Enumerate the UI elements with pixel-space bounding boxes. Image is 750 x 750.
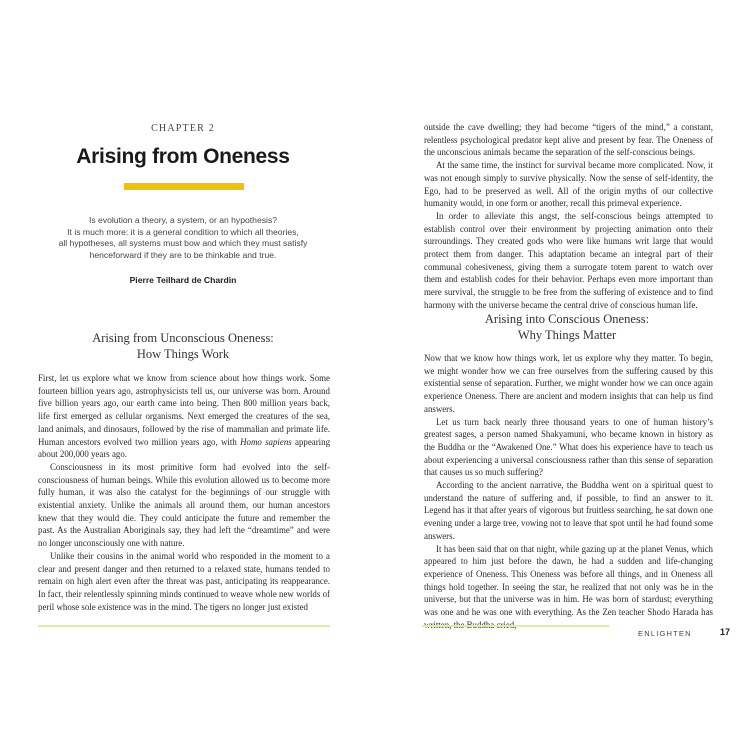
paragraph-text: appearing about 200,000 years ago. xyxy=(38,436,331,460)
epigraph-line: Is evolution a theory, a system, or an hypothesis? xyxy=(88,215,278,225)
title-underline-bar xyxy=(124,183,244,190)
section-heading xyxy=(38,330,328,362)
paragraph: It has been said that on that night, while gazing up at the planet Venus, which appeared to him just before the dawn, he had a sudden and life-changing experience of Oneness. This Oneness was before all things, and in Oneness all things hold together. In seeing the star, he realized that not only was he in the universe, but that the universe was in him. He was born of stardust; everything was one and he was one with everything. As the Zen teacher Shodo Harada has xyxy=(424,543,713,618)
chapter-label: CHAPTER 2 xyxy=(151,123,215,134)
epigraph-author: Pierre Teilhard de Chardin xyxy=(129,275,237,285)
paragraph: At the same time, the instinct for survival became more complicated. Now, it was not enough simply to survive physically. Now the sense of self-identity, the Ego, had to be preserved as well. All of the origin myths of our collective humanity would, in one form or another, recall this primeval experience. xyxy=(424,160,713,209)
paragraph: outside the cave dwelling; they had become “tigers of the mind,” a constant, relentless psychological predator kept alive and present by fear. The Oneness of the unconscious animals became the separation of the self-conscious beings. xyxy=(424,122,713,158)
paragraph-text: First, let us explore what we know from science about how things work. Some fourteen billion years ago, astrophysicists tell us, our universe was born. Around five billion years ago, our earth came into being. Then 800 million years back, life first emerged as cellular organisms. Next emerged the creatures of the sea, land animals, and dinosaurs, followed by the rise of mammalian and primate life. Human ancestors evolved two million years ago, with xyxy=(38,373,330,447)
section-heading-line: Arising from Unconscious Oneness: xyxy=(92,331,274,345)
body-text xyxy=(424,352,713,631)
body-text xyxy=(38,372,330,613)
section-heading xyxy=(422,311,712,343)
chapter-title: Arising from Oneness xyxy=(76,145,290,168)
running-head: ENLIGHTEN xyxy=(638,629,692,638)
paragraph: Unlike their cousins in the animal world who responded in the moment to a clear and present danger and then returned to a relaxed state, humans tended to remain on high alert even after the threat was past, anticipating its reappearance. In fact, their relentlessly spinning minds continued to weave whole new worlds of peril whose sole existence was in the mind. The tigers no longer just existed xyxy=(38,550,330,612)
paragraph: According to the ancient narrative, the Buddha went on a spiritual quest to understand the nature of suffering and, if possible, to find an answer to it. Legend has it that after years of vigorous but fruitless searching, he sat down one evening under a large tree, vowing not to leave that spot until he had found some answers. xyxy=(424,480,713,541)
epigraph-line: It is much more: it is a general condition to which all theories, xyxy=(67,226,299,237)
body-text xyxy=(424,121,713,312)
epigraph xyxy=(38,215,328,261)
paragraph-italic: Homo sapiens xyxy=(240,436,292,447)
footer-rule xyxy=(38,625,330,627)
section-heading-line: Arising into Conscious Oneness: xyxy=(484,312,650,326)
epigraph-line: all hypotheses, all systems must bow and which they must satisfy xyxy=(58,238,308,249)
paragraph xyxy=(38,372,330,461)
paragraph: Consciousness in its most primitive form had evolved into the self-consciousness of human beings. While this evolution allowed us to become more fully human, it was also the catalyst for the beginnings of our struggle with existential anxiety. Unlike the animals all around them, our human ancestors knew that they would die. They could anticipate the future and remember the past. As the Australian Aboriginals say, they had left the “dreamtime” and were no longer unconsciously one with nature. xyxy=(38,461,330,549)
right-page xyxy=(375,0,750,750)
section-heading-line: Why Things Matter xyxy=(517,328,617,342)
paragraph: Let us turn back nearly three thousand years to one of human history’s greatest sages, a person named Shakyamuni, who became known in history as the Buddha or the “Awakened One.” What does his experience have to teach us about experiencing a universal consciousness rather than this sense of separation that causes us so much suffering? xyxy=(424,416,713,478)
footer-rule xyxy=(422,625,609,627)
epigraph-line: henceforward if they are to be thinkable and true. xyxy=(89,249,277,260)
paragraph: Now that we know how things work, let us explore why they matter. To begin, we might wonder how we can free ourselves from the suffering caused by this existential sense of separation. Further, we might wonder how we can once again experience Oneness. There are ancient and modern insights that can help us find answers. xyxy=(424,353,713,414)
page-number: 17 xyxy=(720,627,731,637)
section-heading-line: How Things Work xyxy=(136,347,230,361)
paragraph: In order to alleviate this angst, the self-conscious beings attempted to establish control over their environment by projecting animation onto their surroundings. They created gods who were like humans writ large that would protect them from danger. This adaptation became an integral part of their communal cohesiveness, giving them a surrogate totem parent to watch over them and establish codes for their behavior. Perhaps even more important than mere survival, the struggle to be free from the suffering of existence and to find harmony with the universe became the central drive of conscious human life. xyxy=(424,210,713,310)
